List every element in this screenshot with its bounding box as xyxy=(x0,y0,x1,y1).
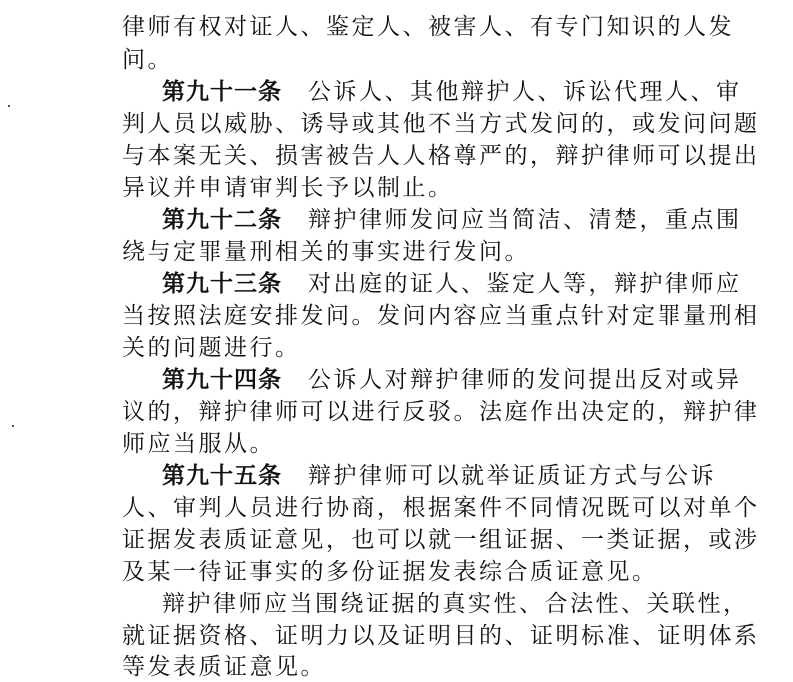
scan-speck xyxy=(8,105,10,107)
article-93: 第九十三条 对出庭的证人、鉴定人等，辩护律师应 xyxy=(162,271,742,297)
text-line: 当按照法庭安排发问。发问内容应当重点针对定罪量刑相 xyxy=(122,303,760,329)
text-line: 问。 xyxy=(122,47,173,73)
article-95: 第九十五条 辩护律师可以就举证质证方式与公诉 xyxy=(162,463,716,489)
text-line: 判人员以威胁、诱导或其他不当方式发问的，或发问问题 xyxy=(122,111,760,137)
text-line: 关的问题进行。 xyxy=(122,335,301,361)
text-line: 及某一待证事实的多份证据发表综合质证意见。 xyxy=(122,559,658,585)
text-line: 异议并申请审判长予以制止。 xyxy=(122,175,454,201)
text-line: 人、审判人员进行协商，根据案件不同情况既可以对单个 xyxy=(122,495,760,521)
article-92: 第九十二条 辩护律师发问应当简洁、清楚，重点围 xyxy=(162,207,742,233)
article-heading: 第九十二条 xyxy=(162,207,282,233)
article-heading: 第九十五条 xyxy=(162,463,282,489)
paragraph-start: 辩护律师应当围绕证据的真实性、合法性、关联性， xyxy=(162,591,749,617)
text-line: 议的，辩护律师可以进行反驳。法庭作出决定的，辩护律 xyxy=(122,399,760,425)
article-94: 第九十四条 公诉人对辩护律师的发问提出反对或异 xyxy=(162,367,742,393)
article-91: 第九十一条 公诉人、其他辩护人、诉讼代理人、审 xyxy=(162,79,742,105)
text-line: 等发表质证意见。 xyxy=(122,654,326,680)
text-line: 绕与定罪量刑相关的事实进行发问。 xyxy=(122,239,530,265)
text-line: 律师有权对证人、鉴定人、被害人、有专门知识的人发 xyxy=(122,14,734,40)
article-heading: 第九十四条 xyxy=(162,367,282,393)
text-line: 证据发表质证意见，也可以就一组证据、一类证据，或涉 xyxy=(122,527,760,553)
article-heading: 第九十一条 xyxy=(162,79,282,105)
article-heading: 第九十三条 xyxy=(162,271,282,297)
text-line: 与本案无关、损害被告人人格尊严的，辩护律师可以提出 xyxy=(122,143,760,169)
text-line: 就证据资格、证明力以及证明目的、证明标准、证明体系 xyxy=(122,623,760,649)
text-line: 师应当服从。 xyxy=(122,431,275,457)
scan-speck xyxy=(12,425,14,427)
